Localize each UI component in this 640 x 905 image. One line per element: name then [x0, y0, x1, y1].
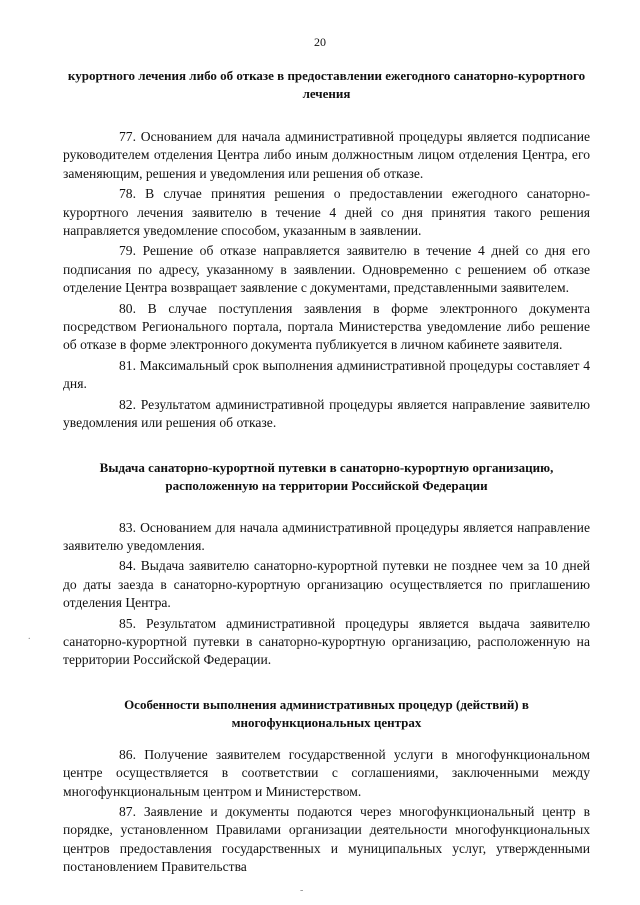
paragraph-87: 87. Заявление и документы подаются через многофункциональный центр в порядке, установленном Правилами организации деятельности многофункциональных центров предоставления государственных и муниципальных услуг, утвержденными постановлением Правительства: [63, 803, 590, 875]
paragraph-81: 81. Максимальный срок выполнения административной процедуры составляет 4 дня.: [63, 357, 590, 392]
paragraph-80: 80. В случае поступления заявления в форме электронного документа посредством Регионального портала, портала Министерства уведомление либо решение об отказе в форме электронного документа публикуется в личном кабинете заявителя.: [63, 300, 590, 353]
document-body: [63, 67, 590, 879]
scan-mark: .: [28, 631, 31, 642]
page-number: 20: [314, 35, 326, 49]
paragraph-85: 85. Результатом административной процедуры является выдача заявителю санаторно-курортной путевки в санаторно-курортную организацию, расположенную на территории Российской Федерации.: [63, 615, 590, 668]
paragraph-84: 84. Выдача заявителю санаторно-курортной путевки не позднее чем за 10 дней до даты заезда в санаторно-курортную организацию осуществляется по приглашению отделения Центра.: [63, 558, 590, 611]
section-heading: курортного лечения либо об отказе в предоставлении ежегодного санаторно-курортного лечения: [67, 68, 586, 101]
paragraph-83: 83. Основанием для начала административной процедуры является направление заявителю уведомления.: [63, 519, 590, 553]
section-heading: Особенности выполнения административных процедур (действий) в многофункциональных центрах: [124, 696, 529, 730]
section-heading: Выдача санаторно-курортной путевки в санаторно-курортную организацию, расположенную на территории Российской Федерации: [99, 459, 554, 493]
paragraph-82: 82. Результатом административной процедуры является направление заявителю уведомления или решения об отказе.: [63, 396, 590, 431]
paragraph-78: 78. В случае принятия решения о предоставлении ежегодного санаторно-курортного лечения заявителю в течение 4 дней со дня принятия такого решения направляется уведомление способом, указанным в заявлении.: [63, 186, 590, 239]
paragraph-86: 86. Получение заявителем государственной услуги в многофункциональном центре осуществляется в соответствии с соглашениями, заключенными между многофункциональным центром и Министерством.: [63, 746, 590, 799]
scan-mark: -: [300, 885, 304, 896]
paragraph-79: 79. Решение об отказе направляется заявителю в течение 4 дней со дня его подписания по адресу, указанному в заявлении. Одновременно с решением об отказе отделение Центра возвращает заявление с документами, представленными заявителем.: [63, 243, 590, 296]
paragraph-77: 77. Основанием для начала административной процедуры является подписание руководителем отделения Центра либо иным должностным лицом отделения Центра, его заменяющим, решения и уведомления или решения об отказе.: [63, 129, 590, 181]
